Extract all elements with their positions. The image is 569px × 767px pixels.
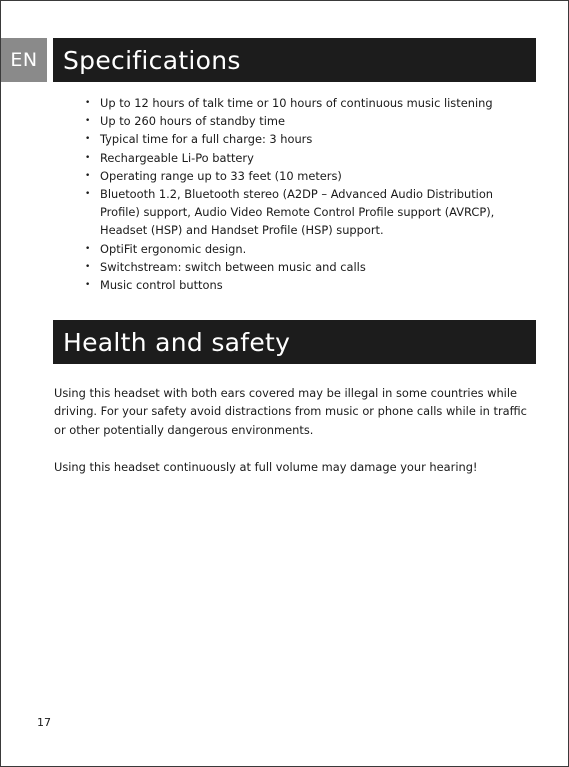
specifications-list <box>80 94 530 294</box>
spec-item: • Up to 12 hours of talk time or 10 hours of continuous music listening <box>80 94 530 112</box>
health-safety-heading <box>53 320 536 364</box>
bullet-icon: • <box>85 134 91 145</box>
health-paragraph: Using this headset with both ears covered may be illegal in some countries while driving. For your safety avoid distractions from music or phone calls while in traffic or other potentially dangerous environments. <box>54 386 527 437</box>
bullet-icon: • <box>85 170 91 181</box>
bullet-icon: • <box>85 280 91 291</box>
bullet-icon: • <box>85 261 91 272</box>
specifications-heading <box>53 38 536 82</box>
health-safety-title: Health and safety <box>63 327 291 357</box>
page-number: 17 <box>37 716 51 729</box>
spec-item: • Up to 260 hours of standby time <box>80 112 530 130</box>
spec-item: • Typical time for a full charge: 3 hours <box>80 130 530 148</box>
spec-item: • Music control buttons <box>80 276 530 294</box>
bullet-icon: • <box>85 243 91 254</box>
spec-item: • Rechargeable Li-Po battery <box>80 149 530 167</box>
spec-item: • Bluetooth 1.2, Bluetooth stereo (A2DP – Advanced Audio Distribution Profile) support, Audio Video Remote Control Profile support (AVRCP), Headset (HSP) and Handset Profile (HSP) support. <box>85 187 495 238</box>
bullet-icon: • <box>85 152 91 163</box>
health-safety-body <box>54 384 536 494</box>
spec-item: • Switchstream: switch between music and calls <box>80 258 530 276</box>
health-paragraph: Using this headset continuously at full volume may damage your hearing! <box>54 459 478 474</box>
bullet-icon: • <box>85 116 91 127</box>
language-tab: EN <box>1 38 47 82</box>
specifications-title: Specifications <box>63 45 241 75</box>
bullet-icon: • <box>85 98 91 108</box>
spec-item: • Operating range up to 33 feet (10 meters) <box>80 167 530 185</box>
bullet-icon: • <box>85 189 91 200</box>
spec-item: • OptiFit ergonomic design. <box>80 240 530 258</box>
